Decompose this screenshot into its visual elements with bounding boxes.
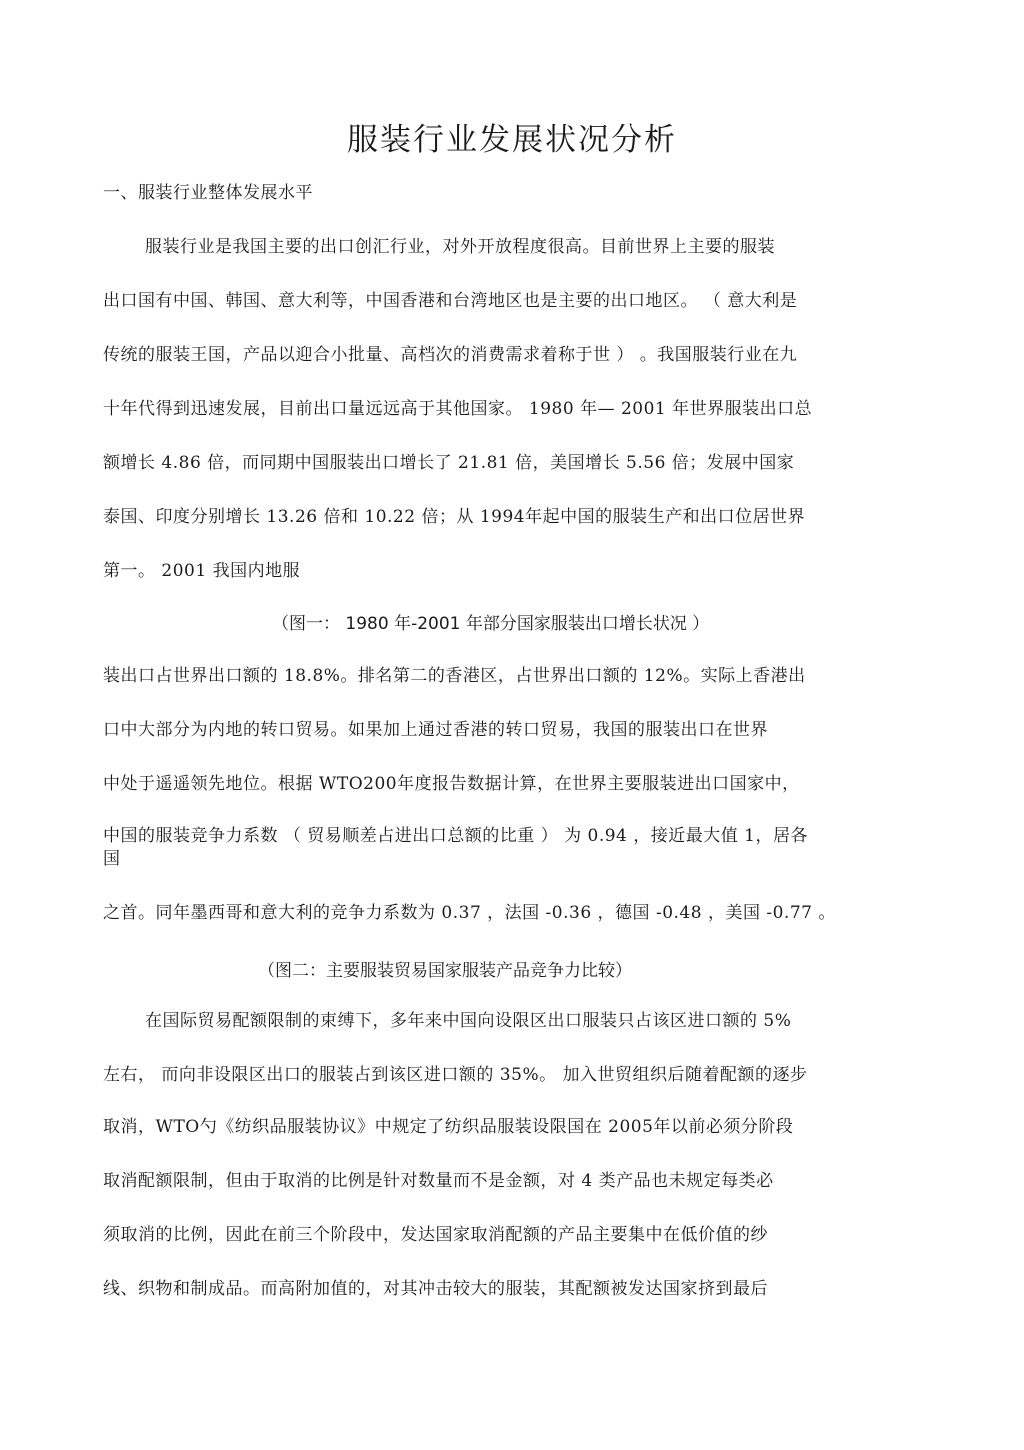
paragraph-line: 传统的服装王国，产品以迎合小批量、高档次的消费需求着称于世 ） 。我国服装行业在九 xyxy=(103,345,798,365)
paragraph-line: 泰国、印度分别增长 13.26 倍和 10.22 倍；从 1994年起中国的服装生产和出口位居世界 xyxy=(103,507,806,527)
paragraph-line: 中国的服装竞争力系数 （ 贸易顺差占进出口总额的比重 ） 为 0.94 ，接近最大值 1，居各 xyxy=(103,826,808,846)
paragraph-line: 取消，WTO勺《纺织品服装协议》中规定了纺织品服装设限国在 2005年以前必须分阶段 xyxy=(103,1117,794,1137)
paragraph-line: 第一。 2001 我国内地服 xyxy=(103,561,301,581)
paragraph-line: 线、织物和制成品。而高附加值的，对其冲击较大的服装，其配额被发达国家挤到最后 xyxy=(103,1279,768,1299)
figure-caption: （图一： 1980 年-2001 年部分国家服装出口增长状况 ） xyxy=(272,614,710,634)
paragraph-line: 在国际贸易配额限制的束缚下，多年来中国向设限区出口服装只占该区进口额的 5% xyxy=(145,1011,792,1031)
paragraph-line: 出口国有中国、韩国、意大利等，中国香港和台湾地区也是主要的出口地区。 （ 意大利是 xyxy=(103,291,798,311)
section-heading: 一、服装行业整体发展水平 xyxy=(103,183,313,203)
paragraph-line: 中处于遥遥领先地位。根据 WTO200年度报告数据计算，在世界主要服装进出口国家中， xyxy=(103,774,800,794)
paragraph-line: 之首。同年墨西哥和意大利的竞争力系数为 0.37 ，法国 -0.36 ，德国 -0.48 ，美国 -0.77 。 xyxy=(103,903,836,923)
paragraph-line: 服装行业是我国主要的出口创汇行业，对外开放程度很高。目前世界上主要的服装 xyxy=(145,237,775,257)
paragraph-line: 取消配额限制，但由于取消的比例是针对数量而不是金额，对 4 类产品也未规定每类必 xyxy=(103,1171,774,1191)
paragraph-line: 额增长 4.86 倍，而同期中国服装出口增长了 21.81 倍，美国增长 5.56 倍；发展中国家 xyxy=(103,453,795,473)
paragraph-line: 十年代得到迅速发展，目前出口量远远高于其他国家。 1980 年— 2001 年世界服装出口总 xyxy=(103,399,813,419)
paragraph-line: 须取消的比例，因此在前三个阶段中，发达国家取消配额的产品主要集中在低价值的纱 xyxy=(103,1225,768,1245)
figure-caption: （图二：主要服装贸易国家服装产品竞争力比较） xyxy=(258,961,632,981)
paragraph-line: 国 xyxy=(103,849,121,869)
paragraph-line: 左右， 而向非设限区出口的服装占到该区进口额的 35%。 加入世贸组织后随着配额的逐步 xyxy=(103,1065,808,1085)
paragraph-line: 口中大部分为内地的转口贸易。如果加上通过香港的转口贸易，我国的服装出口在世界 xyxy=(103,720,768,740)
document-title: 服装行业发展状况分析 xyxy=(347,122,677,158)
paragraph-line: 装出口占世界出口额的 18.8%。排名第二的香港区，占世界出口额的 12%。实际上香港出 xyxy=(103,666,806,686)
